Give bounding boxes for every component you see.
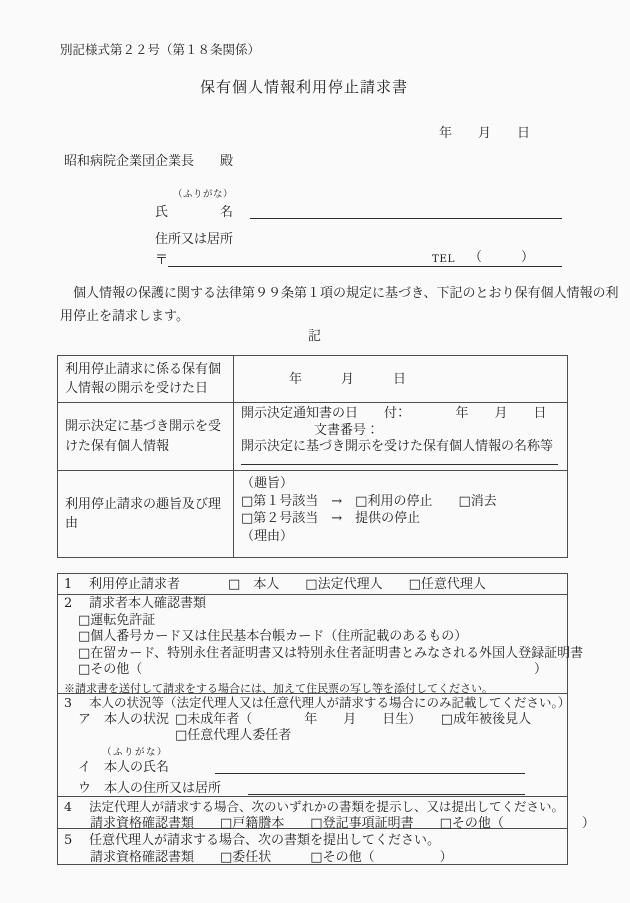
record-heading: 記: [307, 329, 322, 344]
legal-agent-heading: [64, 799, 565, 816]
furigana-label: （ふりがな）: [102, 746, 169, 758]
mailing-note: ※請求書を送付して請求をする場合には、加えて住民票の写し等を添付してください。: [64, 681, 493, 695]
postal-mark-icon: 〒: [155, 253, 169, 268]
principal-status-row: [58, 693, 571, 796]
table-row: [58, 471, 568, 558]
date-field: 年 月 日: [438, 126, 530, 141]
principal-name-line: [64, 759, 561, 774]
principal-status-heading: [64, 695, 571, 712]
disclosure-received-date-value: 年 月 日: [234, 356, 568, 403]
other-option-open: □その他（: [78, 662, 143, 677]
disclosure-received-date-label: 利用停止請求に係る保有個人情報の開示を受けた日: [58, 356, 234, 403]
body-line-2: 用停止を請求します。: [60, 308, 189, 324]
info-name-line: 開示決定に基づき開示を受けた保有個人情報の名称等: [241, 439, 554, 455]
address-underline: [168, 250, 562, 267]
section-number: 5: [64, 833, 73, 848]
legal-agent-label: 法定代理人が請求する場合、次のいずれかの書類を提示し、又は提出してください。: [89, 799, 565, 814]
tel-label: TEL: [431, 252, 455, 265]
section-number: 4: [64, 799, 72, 814]
table-row: [58, 356, 568, 403]
section-number: 2: [64, 596, 73, 611]
other-option-close: ）: [533, 662, 547, 677]
identity-documents-heading: [64, 596, 561, 613]
identity-doc-option: □個人番号カード又は住民基本台帳カード（住所記載のあるもの）: [78, 629, 468, 644]
postal-address-row: [155, 250, 562, 267]
purport-option-2-line: □第２号該当 → 提供の停止: [241, 511, 421, 526]
addressee: 昭和病院企業団企業長 殿: [64, 154, 234, 169]
principal-name-underline: [215, 759, 525, 774]
legal-agent-docs-line: 請求資格確認書類 □戸籍謄本 □登記事項証明書 □その他（ ）: [90, 815, 595, 831]
legal-agent-row: [58, 796, 595, 831]
page-title: 保有個人情報利用停止請求書: [199, 78, 408, 96]
voluntary-agent-delegator-option: □任意代理人委任者: [175, 728, 292, 743]
identity-doc-option: □在留カード、特別永住者証明書又は特別永住者証明書とみなされる外国人登録証明書: [78, 645, 584, 661]
name-field-label: 氏 名: [155, 205, 234, 220]
identity-documents-row: [58, 594, 584, 695]
requester-details-table: [57, 573, 595, 865]
tel-parens: （ ）: [468, 250, 534, 265]
furigana-label: （ふりがな）: [173, 189, 234, 200]
principal-status-line: [64, 712, 561, 729]
reason-heading: （理由）: [241, 528, 294, 544]
section-number: 3: [64, 695, 72, 710]
disclosed-info-cell: [234, 403, 568, 471]
principal-address-line: [64, 780, 561, 795]
purport-heading: （趣旨）: [241, 476, 294, 491]
minor-option-line: □未成年者（ 年 月 日生） □成年被後見人: [175, 711, 532, 727]
tel-group: [432, 251, 534, 264]
name-underline: [250, 204, 562, 219]
main-request-table: [57, 355, 568, 558]
identity-doc-option: □運転免許証: [78, 612, 156, 628]
purport-reason-label: 利用停止請求の趣旨及び理由: [58, 471, 234, 558]
identity-documents-label: 請求者本人確認書類: [89, 596, 207, 611]
voluntary-agent-label: 任意代理人が請求する場合、次の書類を提出してください。: [89, 833, 441, 848]
name-field-row: [155, 204, 562, 219]
purport-reason-cell: [234, 471, 568, 558]
voluntary-agent-heading: [64, 833, 561, 850]
section-number: 1: [64, 576, 73, 592]
body-paragraph: [60, 283, 619, 328]
requester-type-row: [58, 574, 567, 594]
doc-number-label: 文書番号：: [314, 422, 380, 438]
identity-doc-option-other: [64, 662, 561, 679]
requester-type-options: □ 本人 □法定代理人 □任意代理人: [228, 576, 486, 592]
body-line-1: 個人情報の保護に関する法律第９９条第１項の規定に基づき、下記のとおり保有個人情報の利: [60, 286, 619, 301]
voluntary-agent-docs-line: 請求資格確認書類 □委任状 □その他（ ）: [90, 849, 453, 865]
table-row: [58, 403, 568, 471]
voluntary-agent-row: [58, 828, 567, 864]
principal-status-sub-label: ア 本人の状況: [78, 711, 170, 727]
principal-address-label: ウ 本人の住所又は居所: [78, 780, 222, 796]
requester-type-label: 利用停止請求者: [89, 576, 181, 592]
principal-address-underline: [248, 780, 525, 795]
principal-status-label: 本人の状況等（法定代理人又は任意代理人が請求する場合にのみ記載してください。）: [89, 695, 571, 710]
purport-option-1-line: □第１号該当 → □利用の停止 □消去: [241, 493, 497, 509]
address-field-label: 住所又は居所: [155, 232, 234, 247]
principal-name-label: イ 本人の氏名: [78, 759, 170, 775]
form-number: 別記様式第２２号（第１８条関係）: [60, 42, 261, 57]
notice-date-line: 開示決定通知書の日 付： 年 月 日: [241, 406, 547, 422]
info-name-underline: [241, 456, 558, 465]
disclosed-info-label: 開示決定に基づき開示を受けた保有個人情報: [58, 403, 234, 471]
